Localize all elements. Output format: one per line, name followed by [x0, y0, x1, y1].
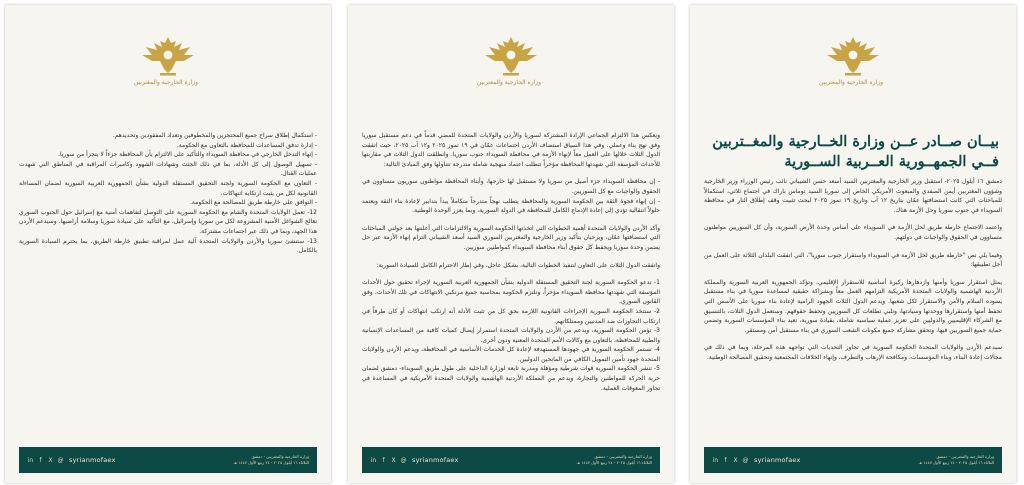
list-item: - استكمال إطلاق سراح جميع المحتجزين والمخطوفين وتعداد المفقودين وتحديدهم. — [112, 132, 317, 139]
emblem — [476, 33, 541, 95]
paragraph: 4- تستمر الحكومة السورية في جهودها المستهدفة لإعادة كل الخدمات الأساسية في المحافظة، ويدعم الأردن والولايات المتحدة جهود تأمين التمويل الكافي من المانحين الدوليين. — [362, 346, 660, 363]
paragraph: ويعكس هذا الالتزام الجماعي الإرادة المشتركة لسوريا والأردن والولايات المتحدة للمضي قدماً في دعم مستقبل سوريا وفق نهج بناء وعملي. وفي هذا السياق استضاف الأردن اجتماعات عمّان في ١٩ تموز ٢٠٢٥ و١٢ آب ٢٠٢٥، حيث اتفقت الدول الثلاث خلالها على العمل معاً لإنهاء الأزمة في محافظة السويداء جنوب سوريا. وانطلقت الدول الثلاث في مقاربتها للأحداث المؤسفة التي شهدتها المحافظة مؤخراً تتطلب اعتماد منهجية شاملة متدرجة تتناولها وفق المبادئ التالية: — [362, 132, 660, 168]
statement-page-1 — [690, 5, 1016, 483]
statement-body — [362, 131, 660, 393]
paragraph: سيدعم الأردن والولايات المتحدة الحكومة السورية في تجاوز التحديات التي تواجهه هذه المرحلة، وبما في ذلك في مجالات إعادة البناء، وبناء المؤسسات، ومكافحة الإرهاب والتطرف، وإنهاء الخلافات المجتمعية وتحقيق المصالحة الوطنية. — [704, 344, 1002, 361]
list-item: - تسهيل الوصول إلى كل الأدلة، بما في ذلك الجثث وشهادات الشهود وكاميرات المراقبة في المناطق التي شهدت عمليات القتال. — [19, 160, 317, 178]
title-line-2: فــي الجمهــورية العــربية الســورية — [784, 153, 999, 170]
social-links — [370, 457, 407, 464]
list-item: 12- تعمل الولايات المتحدة والشام مع الحكومة السورية على التوصل لتفاهمات أمنية مع إسرائيل حول الجنوب السوري تعالج الشواغل الأمنية المشروعة لكل من سوريا وإسرائيل، مع التأكيد على سيادة سوريا وسلامة أراضيها. وسيدعم الأردن هذا الجهد، وبما في ذلك عبر اجتماعات مشتركة. — [19, 208, 317, 235]
ministry-name: وزارة الخارجية والمغتربين — [133, 79, 198, 86]
page-footer — [19, 447, 317, 473]
paragraph: 3- تؤمن الحكومة السورية، وبدعم من الأردن والولايات المتحدة استمرار إيصال كميات كافية من المساعدات الإنسانية والطبية للمحافظة، بالتعاون مع وكالات الأمم المتحدة المعنية ودون أخرى. — [362, 327, 660, 344]
list-item: - إدارة تدفق المساعدات للمحافظة بالتعاون مع الحكومة. — [176, 141, 317, 149]
page-footer — [362, 447, 660, 473]
paragraph: دمشق ١٦ أيلول ٢٠٢٥- استقبل وزير الخارجية والمغتربين السيد أسعد حسن الشيباني نائب رئيس الوزراء وزير الخارجية وشؤون المغتربين أيمن الصفدي والمبعوث الأمريكي الخاص إلى سوريا السيد توماس باراك في اجتماع ثلاثي، استكمالاً للمباحثات التي كانت استضافتها عمّان بتاريخ ١٢ آب وتاريخ ١٩ تموز ٢٠٢٥ لبحث تثبيت وقف إطلاق النار في محافظة السويداء في جنوب سوريا وحل الأزمة هناك. — [704, 178, 1002, 214]
paragraph: - إن إنهاء فجوة الثقة بين الحكومة السورية والمحافظة يتطلب نهجاً متدرجاً متكاملاً يبدأ بتدابير لإعادة بناء الثقة ويعتمد حلولاً انتقالية تؤدي إلى إعادة الإدماج الكامل للمحافظة في الدولة السورية، وبما يعزز الوحدة الوطنية. — [362, 197, 660, 215]
address-line-1: وزارة الخارجية والمغتربين - دمشق — [594, 454, 652, 459]
facebook-icon[interactable]: f — [382, 456, 385, 464]
eagle-emblem-icon — [481, 33, 541, 77]
eagle-emblem-icon — [138, 33, 198, 77]
address-line-2: الثلاثاء ١٦ أيلول ٢٠٢٥ - ٢٤ ربيع الأول ١٤٤٧ هـ — [576, 460, 652, 465]
paragraph: 5- تنشر الحكومة السورية قوات شرطية ومؤهلة ومدربة تابعة لوزارة الداخلية على طول طريق السويداء- دمشق لضمان حرية الحركة للمواطنين والتجارة، وبدعم من المملكة الأردنية الهاشمية والولايات المتحدة الأمريكية في المساعدة في تجاوز المعوقات العملية. — [362, 365, 660, 392]
paragraph: وأكد الأردن والولايات المتحدة أهمية الخطوات التي اتخذتها الحكومة السورية والالتزامات التي أعلنتها بعد جولتي المباحثات التي استضافتها عمّان، ويرحبان بتأكيد وزير الخارجية والمغتربين السوري السيد أسعد الشيباني التزام إنهاء الأزمة عبر حل يضمن وحدة سوريا ويحفظ كل حقوق أبناء محافظة السويداء كمواطنين سوريين. — [362, 224, 660, 251]
ministry-name: وزارة الخارجية والمغتربين — [476, 79, 541, 86]
ministry-name: وزارة الخارجية والمغتربين — [818, 79, 883, 86]
address-line-1: وزارة الخارجية والمغتربين - دمشق — [251, 454, 309, 459]
facebook-icon[interactable]: f — [724, 456, 727, 464]
facebook-icon[interactable]: f — [39, 456, 42, 464]
address-line-2: الثلاثاء ١٦ أيلول ٢٠٢٥ - ٢٤ ربيع الأول ١٤٤٧ هـ — [233, 460, 309, 465]
paragraph: - إن محافظة السويداء جزء أصيل من سوريا ولا مستقبل لها خارجها، وأبناء المحافظة مواطنون سوريون متساوون في الحقوق والواجبات مع كل السوريين. — [362, 178, 660, 195]
x-icon[interactable]: X — [391, 456, 396, 464]
social-handle: syrianmofaex — [412, 456, 459, 464]
paragraph: وفيما يلي نص "خارطة طريق لحل الأزمة في السويداء واستقرار جنوب سوريا"، التي اتفقت البلدان الثلاثة على العمل من أجل تطبيقها: — [704, 251, 1002, 269]
address-line-2: الثلاثاء ١٦ أيلول ٢٠٢٥ - ٢٤ ربيع الأول ١٤٤٧ هـ — [918, 460, 994, 465]
list-item: - التوافق على خارطة طريق للمصالحة مع الحكومة. — [190, 199, 317, 207]
social-handle: syrianmofaex — [754, 456, 801, 464]
linkedin-icon[interactable]: in — [27, 456, 34, 464]
footer-address — [919, 454, 994, 466]
statement-body — [19, 131, 317, 256]
paragraph: يمثل استقرار سوريا وأمنها وازدهارها ركيزة أساسية للاستقرار الإقليمي، وتؤكد الجمهورية العربية السورية والمملكة الأردنية الهاشمية والولايات المتحدة الأمريكية التزامهم العمل معاً وبشراكة حقيقية لمساعدة سوريا في بناء مستقبل يسوده السلام والأمن والاستقرار لكل شعبها. ويدعم الدول الثلاث الجهود الرامية لإعادة بناء سوريا على الأسس التي تحفظ أمنها واستقرارها ووحدتها وسيادتها، وتلبي تطلعات كل السوريين وتحفظ حقوقهم. وستعمل الدول الثلاث، بالتنسيق مع الشركاء الإقليميين والدوليين على تعزيز عملية سياسية شاملة، بقيادة سورية، تعيد بناء المؤسسات السورية وتضمن حماية جميع السوريين فيها، وتحقق مشاركة جميع مكونات الشعب السوري في بناء مستقبل آمن ومستقر. — [704, 278, 1002, 334]
instagram-icon[interactable]: @ — [742, 456, 749, 464]
paragraph: 2- ستتخذ الحكومة السورية الإجراءات القانونية اللازمة بحق كل من تثبت الأدلة أنه ارتكب انتهاكات أو كان طرفاً في ارتكاب التجاوزات ضد المدنيين وممتلكاتهم. — [362, 307, 660, 325]
social-links — [27, 457, 64, 464]
paragraph: واتفقت الدول الثلاث على التعاون لتنفيذ الخطوات التالية، بشكل عاجل، وفي إطار الاحترام الكامل للسيادة السورية: — [376, 261, 660, 269]
list-item: - إنهاء التدخل الخارجي في محافظة السويداء والتأكيد على الالتزام بأن المحافظة جزءاً لا يتجزأ من سوريا. — [58, 151, 317, 159]
paragraph: واعتمد الاجتماع خارطة طريق لحل الأزمة في السويداء على أساس وحدة الأرض السورية، وأن كل السوريين مواطنون متساوون في الحقوق والواجبات في دولتهم. — [704, 224, 1002, 241]
linkedin-icon[interactable]: in — [712, 456, 719, 464]
statement-title — [707, 132, 999, 172]
list-item: - التعاون مع الحكومة السورية ولجنة التحقيق المستقلة الدولية بشأن الجمهورية العربية السورية لضمان المساءلة القانونية لكل من يثبت ارتكابه انتهاكات. — [19, 179, 317, 197]
footer-address — [234, 454, 309, 466]
social-links — [712, 457, 749, 464]
emblem — [818, 33, 883, 95]
page-footer — [704, 447, 1002, 473]
social-handle: syrianmofaex — [69, 456, 116, 464]
instagram-icon[interactable]: @ — [400, 456, 407, 464]
paragraph: 1- تدعو الحكومة السورية لجنة التحقيق المستقلة الدولية بشأن الجمهورية العربية السورية لإجراء تحقيق حول الأحداث المؤسفة التي شهدتها محافظة السويداء مؤخراً، وتلتزم الحكومة بمحاسبة جميع مرتكبي الانتهاكات في تلك الأحداث، وفق القانون السوري. — [362, 279, 660, 306]
statement-page-2 — [348, 5, 674, 483]
title-line-1: بيــان صــادر عــن وزارة الخــارجية والمغــتربين — [712, 133, 999, 150]
eagle-emblem-icon — [823, 33, 883, 77]
x-icon[interactable]: X — [48, 456, 53, 464]
instagram-icon[interactable]: @ — [57, 456, 64, 464]
emblem — [133, 33, 198, 95]
statement-body — [704, 177, 1002, 371]
address-line-1: وزارة الخارجية والمغتربين - دمشق — [936, 454, 994, 459]
footer-address — [577, 454, 652, 466]
linkedin-icon[interactable]: in — [370, 456, 377, 464]
statement-page-3 — [5, 5, 331, 483]
list-item: 13- ستنشئ سوريا والأردن والولايات المتحدة آلية عمل لمراقبة تطبيق خارطة الطريق، بما يحترم السيادة السورية بالكامل. — [19, 237, 317, 255]
x-icon[interactable]: X — [733, 456, 738, 464]
